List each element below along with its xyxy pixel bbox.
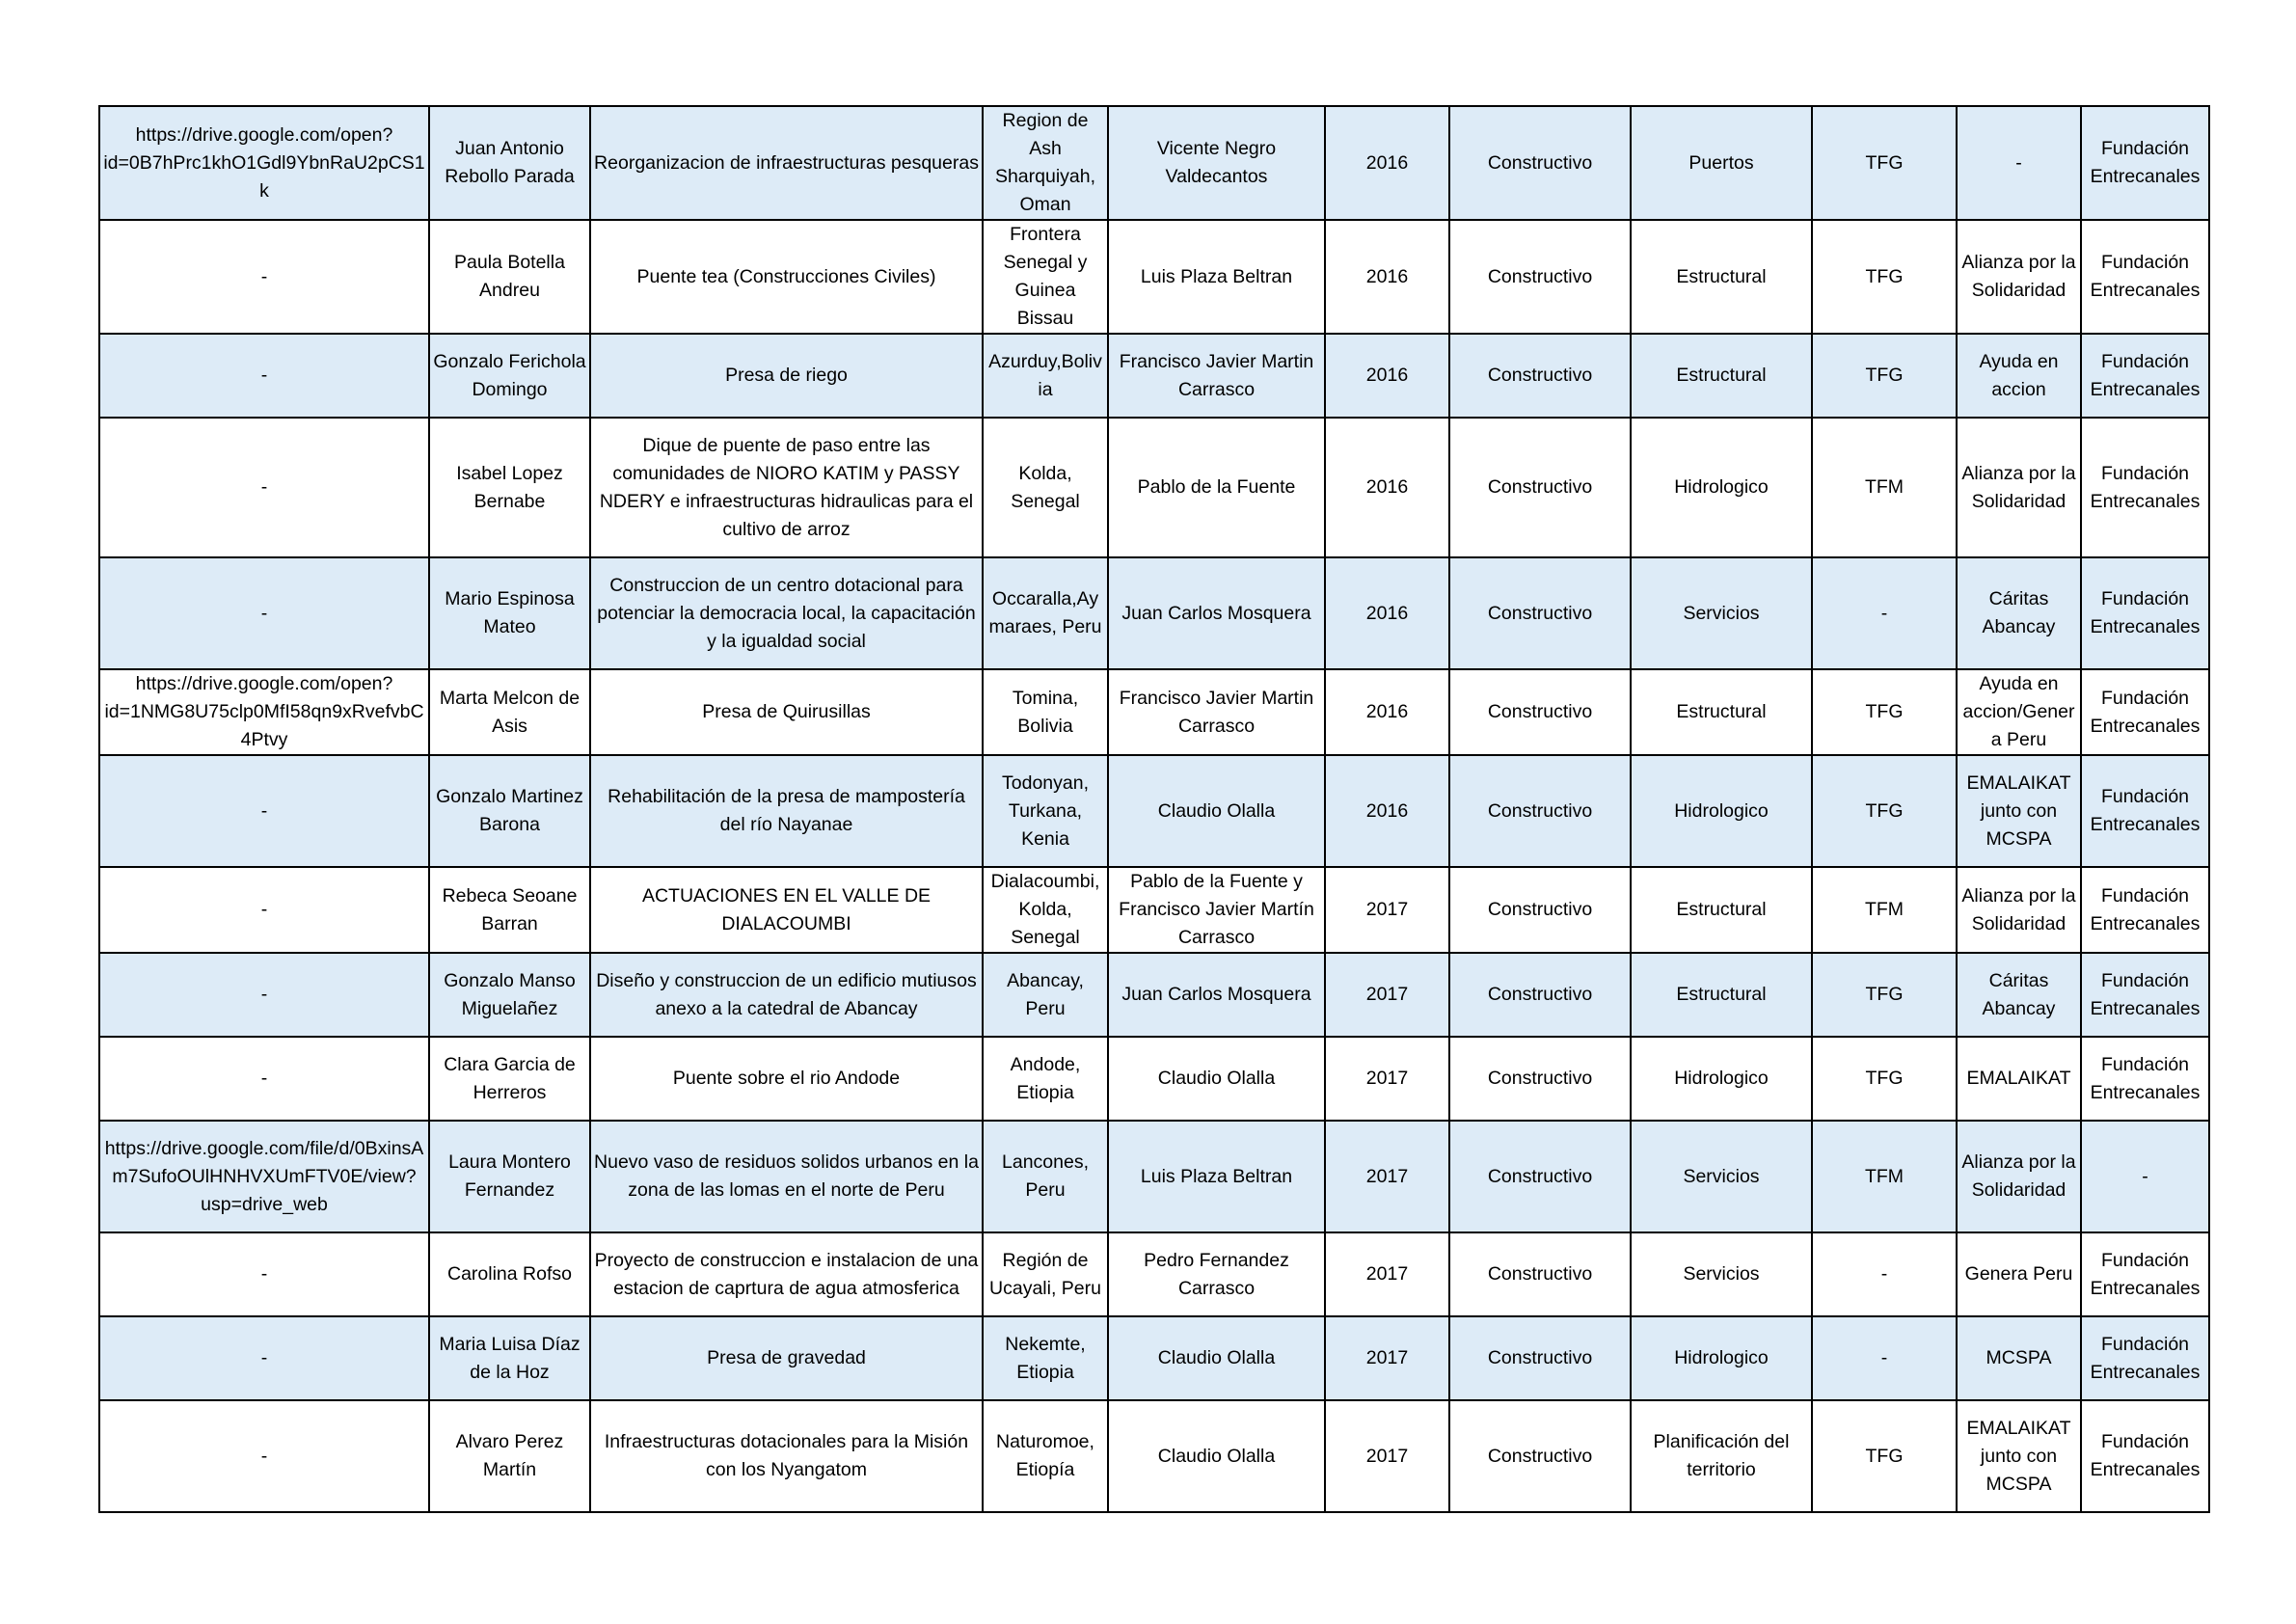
cell-level: - <box>1812 1232 1957 1316</box>
cell-author: Carolina Rofso <box>429 1232 590 1316</box>
table-row <box>99 418 2209 557</box>
cell-funding: Fundación Entrecanales <box>2081 1232 2209 1316</box>
cell-location: Lancones, Peru <box>983 1121 1108 1232</box>
cell-year: 2016 <box>1325 669 1449 755</box>
cell-area: Estructural <box>1631 669 1812 755</box>
cell-organization: Ayuda en accion <box>1957 334 2081 418</box>
cell-area: Estructural <box>1631 953 1812 1037</box>
cell-location: Región de Ucayali, Peru <box>983 1232 1108 1316</box>
cell-year: 2017 <box>1325 1037 1449 1121</box>
cell-year: 2017 <box>1325 1121 1449 1232</box>
cell-author: Rebeca Seoane Barran <box>429 867 590 953</box>
cell-organization: Cáritas Abancay <box>1957 557 2081 669</box>
cell-tutor: Claudio Olalla <box>1108 1400 1325 1512</box>
cell-tutor: Vicente Negro Valdecantos <box>1108 106 1325 220</box>
cell-area: Hidrologico <box>1631 1037 1812 1121</box>
cell-year: 2016 <box>1325 418 1449 557</box>
cell-year: 2016 <box>1325 334 1449 418</box>
cell-level: TFG <box>1812 334 1957 418</box>
cell-funding: - <box>2081 1121 2209 1232</box>
cell-organization: Cáritas Abancay <box>1957 953 2081 1037</box>
cell-tutor: Francisco Javier Martin Carrasco <box>1108 334 1325 418</box>
cell-title: Reorganizacion de infraestructuras pesqueras <box>590 106 983 220</box>
cell-funding: Fundación Entrecanales <box>2081 418 2209 557</box>
cell-level: TFM <box>1812 1121 1957 1232</box>
cell-location: Dialacoumbi, Kolda, Senegal <box>983 867 1108 953</box>
cell-year: 2017 <box>1325 953 1449 1037</box>
cell-author: Alvaro Perez Martín <box>429 1400 590 1512</box>
cell-type: Constructivo <box>1449 1316 1631 1400</box>
cell-author: Juan Antonio Rebollo Parada <box>429 106 590 220</box>
cell-title: Construccion de un centro dotacional para potenciar la democracia local, la capacitación y la igualdad social <box>590 557 983 669</box>
cell-type: Constructivo <box>1449 557 1631 669</box>
cell-level: - <box>1812 1316 1957 1400</box>
cell-area: Servicios <box>1631 1121 1812 1232</box>
cell-area: Servicios <box>1631 557 1812 669</box>
cell-level: TFG <box>1812 953 1957 1037</box>
cell-author: Gonzalo Ferichola Domingo <box>429 334 590 418</box>
cell-level: TFM <box>1812 867 1957 953</box>
cell-funding: Fundación Entrecanales <box>2081 867 2209 953</box>
cell-location: Naturomoe, Etiopía <box>983 1400 1108 1512</box>
cell-title: Nuevo vaso de residuos solidos urbanos en la zona de las lomas en el norte de Peru <box>590 1121 983 1232</box>
cell-area: Estructural <box>1631 220 1812 334</box>
cell-level: TFG <box>1812 1400 1957 1512</box>
cell-link: - <box>99 1232 429 1316</box>
cell-location: Andode, Etiopia <box>983 1037 1108 1121</box>
table-row <box>99 220 2209 334</box>
cell-year: 2016 <box>1325 220 1449 334</box>
cell-organization: EMALAIKAT junto con MCSPA <box>1957 1400 2081 1512</box>
table-row <box>99 669 2209 755</box>
cell-area: Hidrologico <box>1631 418 1812 557</box>
cell-title: Proyecto de construccion e instalacion de una estacion de caprtura de agua atmosferica <box>590 1232 983 1316</box>
cell-author: Maria Luisa Díaz de la Hoz <box>429 1316 590 1400</box>
cell-year: 2017 <box>1325 1232 1449 1316</box>
cell-tutor: Juan Carlos Mosquera <box>1108 953 1325 1037</box>
cell-tutor: Pedro Fernandez Carrasco <box>1108 1232 1325 1316</box>
cell-area: Hidrologico <box>1631 1316 1812 1400</box>
cell-link[interactable]: https://drive.google.com/open?id=0B7hPrc1khO1Gdl9YbnRaU2pCS1k <box>99 106 429 220</box>
table-row <box>99 1316 2209 1400</box>
table-row <box>99 557 2209 669</box>
cell-location: Tomina, Bolivia <box>983 669 1108 755</box>
table-row <box>99 1037 2209 1121</box>
cell-location: Kolda, Senegal <box>983 418 1108 557</box>
cell-link: - <box>99 1316 429 1400</box>
cell-type: Constructivo <box>1449 1400 1631 1512</box>
cell-level: TFG <box>1812 106 1957 220</box>
cell-year: 2016 <box>1325 557 1449 669</box>
cell-author: Laura Montero Fernandez <box>429 1121 590 1232</box>
cell-title: Dique de puente de paso entre las comunidades de NIORO KATIM y PASSY NDERY e infraestructuras hidraulicas para el cultivo de arroz <box>590 418 983 557</box>
cell-area: Estructural <box>1631 867 1812 953</box>
cell-title: Puente tea (Construcciones Civiles) <box>590 220 983 334</box>
cell-link[interactable]: https://drive.google.com/file/d/0BxinsAm7SufoOUlHNHVXUmFTV0E/view?usp=drive_web <box>99 1121 429 1232</box>
cell-tutor: Luis Plaza Beltran <box>1108 1121 1325 1232</box>
cell-location: Region de Ash Sharquiyah, Oman <box>983 106 1108 220</box>
cell-title: Presa de riego <box>590 334 983 418</box>
cell-link: - <box>99 1037 429 1121</box>
cell-author: Marta Melcon de Asis <box>429 669 590 755</box>
cell-link: - <box>99 418 429 557</box>
cell-organization: MCSPA <box>1957 1316 2081 1400</box>
cell-level: TFG <box>1812 669 1957 755</box>
cell-location: Todonyan, Turkana, Kenia <box>983 755 1108 867</box>
cell-author: Paula Botella Andreu <box>429 220 590 334</box>
table-row <box>99 334 2209 418</box>
cell-title: Infraestructuras dotacionales para la Misión con los Nyangatom <box>590 1400 983 1512</box>
cell-title: Presa de gravedad <box>590 1316 983 1400</box>
cell-link: - <box>99 953 429 1037</box>
cell-author: Isabel Lopez Bernabe <box>429 418 590 557</box>
cell-link: - <box>99 755 429 867</box>
cell-funding: Fundación Entrecanales <box>2081 755 2209 867</box>
cell-author: Clara Garcia de Herreros <box>429 1037 590 1121</box>
cell-type: Constructivo <box>1449 220 1631 334</box>
cell-organization: - <box>1957 106 2081 220</box>
cell-organization: Alianza por la Solidaridad <box>1957 1121 2081 1232</box>
cell-link: - <box>99 867 429 953</box>
cell-author: Mario Espinosa Mateo <box>429 557 590 669</box>
cell-title: Rehabilitación de la presa de mampostería del río Nayanae <box>590 755 983 867</box>
cell-funding: Fundación Entrecanales <box>2081 669 2209 755</box>
cell-type: Constructivo <box>1449 334 1631 418</box>
cell-title: Presa de Quirusillas <box>590 669 983 755</box>
table-row <box>99 1400 2209 1512</box>
cell-type: Constructivo <box>1449 1232 1631 1316</box>
cell-title: Puente sobre el rio Andode <box>590 1037 983 1121</box>
cell-location: Occaralla,Aymaraes, Peru <box>983 557 1108 669</box>
cell-type: Constructivo <box>1449 106 1631 220</box>
table-body <box>99 106 2209 1512</box>
cell-link: - <box>99 1400 429 1512</box>
cell-organization: Genera Peru <box>1957 1232 2081 1316</box>
cell-funding: Fundación Entrecanales <box>2081 953 2209 1037</box>
cell-level: TFG <box>1812 1037 1957 1121</box>
cell-location: Nekemte, Etiopia <box>983 1316 1108 1400</box>
cell-type: Constructivo <box>1449 953 1631 1037</box>
cell-year: 2017 <box>1325 1400 1449 1512</box>
cell-funding: Fundación Entrecanales <box>2081 1400 2209 1512</box>
cell-title: ACTUACIONES EN EL VALLE DE DIALACOUMBI <box>590 867 983 953</box>
cell-location: Abancay, Peru <box>983 953 1108 1037</box>
cell-author: Gonzalo Martinez Barona <box>429 755 590 867</box>
cell-area: Planificación del territorio <box>1631 1400 1812 1512</box>
cell-area: Puertos <box>1631 106 1812 220</box>
cell-level: TFG <box>1812 755 1957 867</box>
cell-tutor: Pablo de la Fuente <box>1108 418 1325 557</box>
cell-level: TFG <box>1812 220 1957 334</box>
cell-level: - <box>1812 557 1957 669</box>
cell-funding: Fundación Entrecanales <box>2081 220 2209 334</box>
cell-link[interactable]: https://drive.google.com/open?id=1NMG8U75clp0MfI58qn9xRvefvbC4Ptvy <box>99 669 429 755</box>
table-row <box>99 106 2209 220</box>
cell-funding: Fundación Entrecanales <box>2081 334 2209 418</box>
cell-area: Servicios <box>1631 1232 1812 1316</box>
cell-organization: Alianza por la Solidaridad <box>1957 220 2081 334</box>
cell-tutor: Pablo de la Fuente y Francisco Javier Martín Carrasco <box>1108 867 1325 953</box>
cell-link: - <box>99 334 429 418</box>
cell-author: Gonzalo Manso Miguelañez <box>429 953 590 1037</box>
cell-link: - <box>99 557 429 669</box>
cell-type: Constructivo <box>1449 669 1631 755</box>
cell-type: Constructivo <box>1449 1037 1631 1121</box>
cell-tutor: Francisco Javier Martin Carrasco <box>1108 669 1325 755</box>
cell-tutor: Claudio Olalla <box>1108 1037 1325 1121</box>
table-row <box>99 755 2209 867</box>
cell-area: Estructural <box>1631 334 1812 418</box>
cell-tutor: Luis Plaza Beltran <box>1108 220 1325 334</box>
cell-level: TFM <box>1812 418 1957 557</box>
cell-type: Constructivo <box>1449 418 1631 557</box>
cell-tutor: Claudio Olalla <box>1108 755 1325 867</box>
cell-link: - <box>99 220 429 334</box>
cell-location: Frontera Senegal y Guinea Bissau <box>983 220 1108 334</box>
cell-organization: Alianza por la Solidaridad <box>1957 418 2081 557</box>
cell-type: Constructivo <box>1449 867 1631 953</box>
cell-year: 2016 <box>1325 755 1449 867</box>
cell-year: 2016 <box>1325 106 1449 220</box>
cell-type: Constructivo <box>1449 1121 1631 1232</box>
table-row <box>99 953 2209 1037</box>
cell-funding: Fundación Entrecanales <box>2081 557 2209 669</box>
table-row <box>99 1121 2209 1232</box>
cell-funding: Fundación Entrecanales <box>2081 1316 2209 1400</box>
cell-funding: Fundación Entrecanales <box>2081 106 2209 220</box>
cell-organization: EMALAIKAT junto con MCSPA <box>1957 755 2081 867</box>
cell-funding: Fundación Entrecanales <box>2081 1037 2209 1121</box>
cell-organization: EMALAIKAT <box>1957 1037 2081 1121</box>
cell-year: 2017 <box>1325 867 1449 953</box>
table-row <box>99 1232 2209 1316</box>
cell-tutor: Juan Carlos Mosquera <box>1108 557 1325 669</box>
cell-type: Constructivo <box>1449 755 1631 867</box>
table-row <box>99 867 2209 953</box>
cell-year: 2017 <box>1325 1316 1449 1400</box>
cell-location: Azurduy,Bolivia <box>983 334 1108 418</box>
cell-organization: Alianza por la Solidaridad <box>1957 867 2081 953</box>
cell-title: Diseño y construccion de un edificio mutiusos anexo a la catedral de Abancay <box>590 953 983 1037</box>
cell-area: Hidrologico <box>1631 755 1812 867</box>
cell-tutor: Claudio Olalla <box>1108 1316 1325 1400</box>
projects-table <box>98 105 2210 1513</box>
cell-organization: Ayuda en accion/Genera Peru <box>1957 669 2081 755</box>
